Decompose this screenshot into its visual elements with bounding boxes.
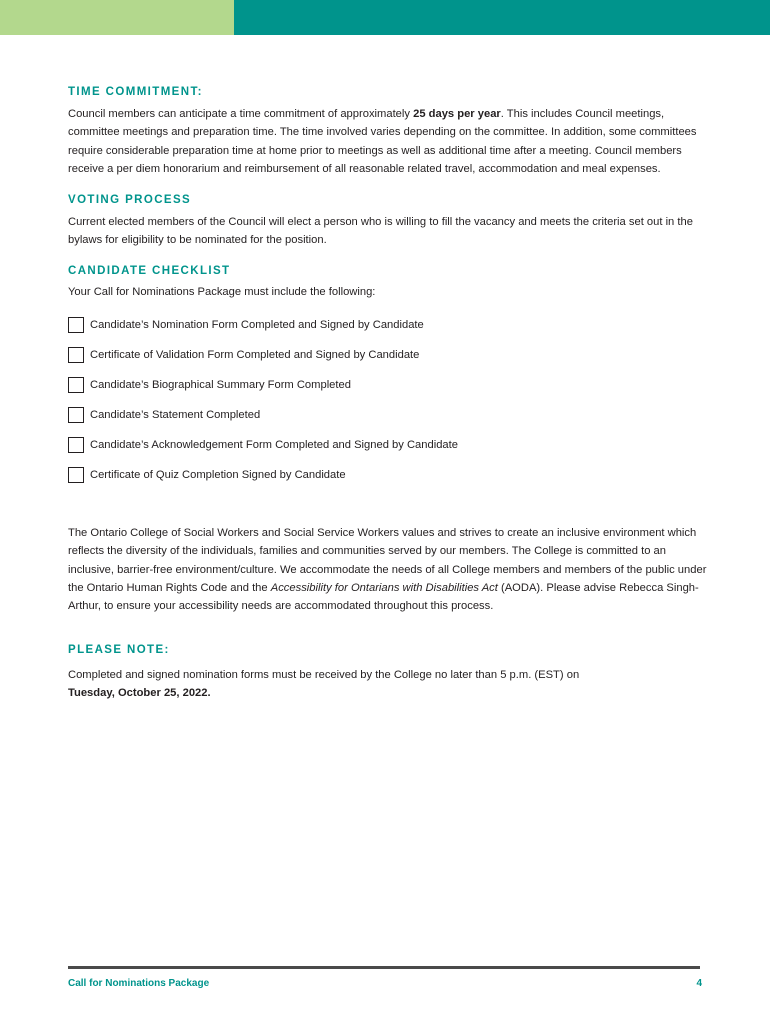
please-note-text: Completed and signed nomination forms must be received by the College no later than 5 p.m. (EST) on xyxy=(68,668,580,681)
checklist-item xyxy=(68,400,708,430)
candidate-checklist xyxy=(68,310,708,490)
checklist-item-label: Certificate of Quiz Completion Signed by Candidate xyxy=(90,468,346,481)
validation-form-checkbox[interactable] xyxy=(68,347,84,363)
checklist-item xyxy=(68,370,708,400)
checklist-item-label: Candidate’s Statement Completed xyxy=(90,408,261,421)
inclusion-text-2: (AODA). Please advise Rebecca Singh-Arthur, to ensure your accessibility needs are accommodated throughout this process. xyxy=(68,582,699,613)
checklist-item-label: Candidate’s Acknowledgement Form Completed and Signed by Candidate xyxy=(90,438,458,451)
footer-document-title: Call for Nominations Package xyxy=(68,978,210,989)
document-body xyxy=(68,86,708,703)
footer-page-number: 4 xyxy=(696,978,702,989)
time-commitment-text-1: Council members can anticipate a time commitment of approximately xyxy=(68,108,414,120)
time-commitment-text xyxy=(68,105,708,179)
checklist-item-label: Certificate of Validation Form Completed and Signed by Candidate xyxy=(90,348,420,361)
deadline-date: Tuesday, October 25, 2022. xyxy=(68,687,211,700)
biographical-summary-checkbox[interactable] xyxy=(68,377,84,393)
checklist-item-label: Candidate’s Biographical Summary Form Completed xyxy=(90,378,351,391)
candidate-statement-checkbox[interactable] xyxy=(68,407,84,423)
quiz-completion-checkbox[interactable] xyxy=(68,467,84,483)
acknowledgement-form-checkbox[interactable] xyxy=(68,437,84,453)
inclusion-statement-section xyxy=(68,524,708,616)
footer-divider xyxy=(68,966,700,969)
header-band-dark xyxy=(234,0,770,35)
checklist-item-label: Candidate’s Nomination Form Completed and Signed by Candidate xyxy=(90,318,424,331)
checklist-item xyxy=(68,460,708,490)
voting-process-text: Current elected members of the Council will elect a person who is willing to fill the vacancy and meets the criteria set out in the bylaws for eligibility to be nominated for the position. xyxy=(68,215,693,247)
checklist-item xyxy=(68,340,708,370)
time-commitment-text-2: . This includes Council meetings, committee meetings and preparation time. The time involved varies depending on the committee. In addition, some committees require considerable preparation time at home prior to meetings as well as additional time after a meeting. Council members receive a per diem honorarium and reimbursement of all reasonable related travel, accommodation and meal expenses. xyxy=(68,108,697,176)
voting-process-section xyxy=(68,194,708,250)
time-commitment-days: 25 days per year xyxy=(413,108,501,120)
inclusion-statement-text xyxy=(68,524,708,616)
checklist-item xyxy=(68,310,708,340)
voting-process-heading: VOTING PROCESS xyxy=(68,193,192,206)
candidate-checklist-section xyxy=(68,265,708,489)
time-commitment-section xyxy=(68,86,708,179)
checklist-item xyxy=(68,430,708,460)
time-commitment-heading: TIME COMMITMENT: xyxy=(68,86,203,98)
header-band-light xyxy=(0,0,234,35)
nomination-form-checkbox[interactable] xyxy=(68,317,84,333)
please-note-heading: PLEASE NOTE: xyxy=(68,643,170,656)
candidate-checklist-intro: Your Call for Nominations Package must include the following: xyxy=(68,286,376,299)
aoda-act-title: Accessibility for Ontarians with Disabilities Act xyxy=(270,582,498,595)
candidate-checklist-heading: CANDIDATE CHECKLIST xyxy=(68,265,231,278)
please-note-section xyxy=(68,644,708,703)
inclusion-text-1: The Ontario College of Social Workers and Social Service Workers values and strives to create an inclusive environment which reflects the diversity of the individuals, families and communities served by our members. The College is committed to an inclusive, barrier-free environment/culture. We accommodate the needs of all College members and members of the public under the Ontario Human Rights Code and the xyxy=(68,526,707,595)
